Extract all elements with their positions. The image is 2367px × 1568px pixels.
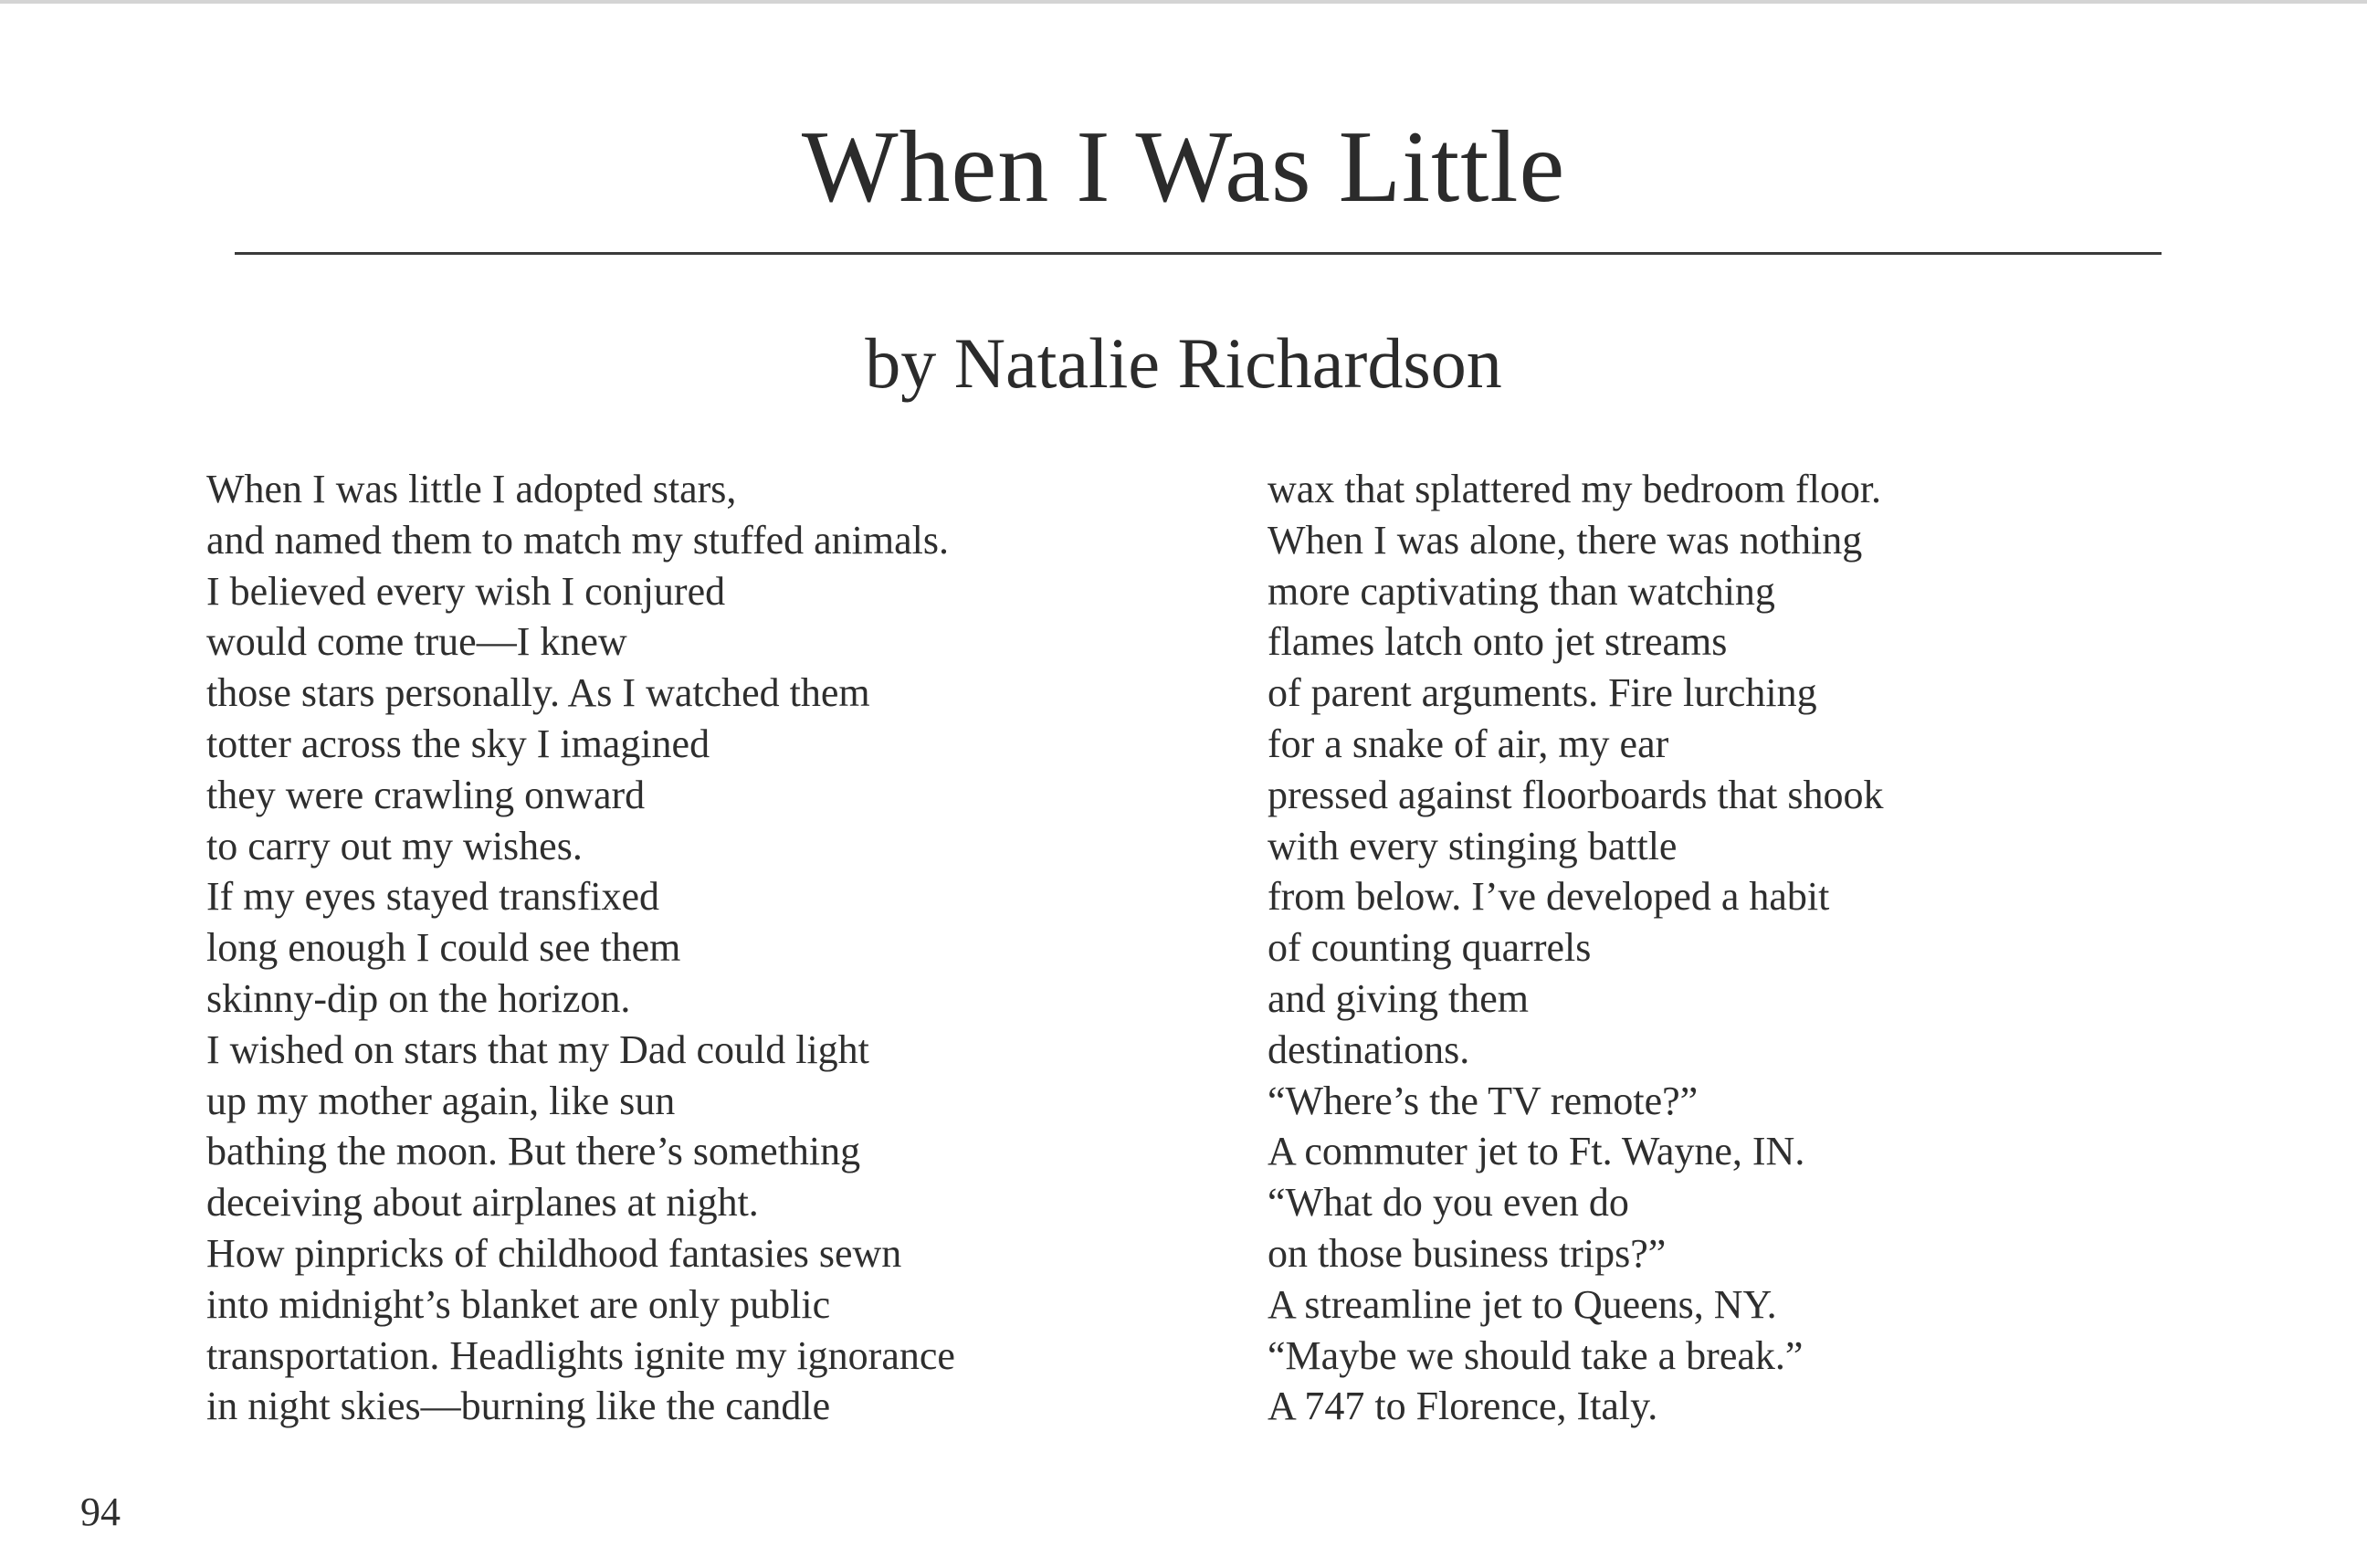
poem-line: How pinpricks of childhood fantasies sewn [206,1230,902,1276]
poem-line: If my eyes stayed transfixed [206,874,660,920]
poem-line: “Maybe we should take a break.” [1268,1332,1804,1378]
poem-line: on those business trips?” [1268,1230,1667,1276]
poem-line: wax that splattered my bedroom floor. [1268,467,1882,511]
page-number: 94 [80,1489,121,1534]
poem-line: of parent arguments. Fire lurching [1268,670,1817,716]
poem-line: with every stinging battle [1268,823,1678,868]
poem-line: pressed against floorboards that shook [1268,772,1884,817]
poem-line: into midnight’s blanket are only public [206,1281,831,1327]
poem-line: in night skies—burning like the candle [206,1384,831,1429]
poem-line: from below. I’ve developed a habit [1268,874,1830,920]
poem-byline: by Natalie Richardson [865,323,1502,403]
poem-line: to carry out my wishes. [206,823,583,868]
poem-line: deceiving about airplanes at night. [206,1180,759,1226]
poem-line: they were crawling onward [206,772,646,817]
poem-line: A streamline jet to Queens, NY. [1268,1281,1777,1327]
poem-line: skinny-dip on the horizon. [206,975,631,1021]
poem-line: bathing the moon. But there’s something [206,1129,861,1174]
poem-left-column [206,464,955,1432]
poem-line: transportation. Headlights ignite my ignorance [206,1332,955,1378]
poem-line: When I was little I adopted stars, [206,467,737,511]
poem-line: and named them to match my stuffed animals. [206,517,949,563]
page-top-edge [0,0,2367,4]
poem-line: I believed every wish I conjured [206,568,726,614]
poem-line: flames latch onto jet streams [1268,619,1728,665]
poem-line: those stars personally. As I watched them [206,670,870,716]
poem-line: totter across the sky I imagined [206,721,710,766]
poem-line: for a snake of air, my ear [1268,721,1669,766]
poem-line: destinations. [1268,1026,1470,1072]
poem-line: and giving them [1268,975,1529,1021]
poem-line: When I was alone, there was nothing [1268,517,1863,563]
poem-line: “Where’s the TV remote?” [1268,1078,1699,1123]
poem-line: A commuter jet to Ft. Wayne, IN. [1268,1129,1805,1174]
title-divider [235,252,2162,255]
poem-title: When I Was Little [801,110,1566,224]
poem-line: more captivating than watching [1268,568,1775,614]
poem-line: I wished on stars that my Dad could light [206,1026,869,1072]
poem-line: would come true—I knew [206,619,627,665]
poem-line: of counting quarrels [1268,925,1592,971]
poem-line: A 747 to Florence, Italy. [1268,1384,1658,1429]
poem-line: “What do you even do [1268,1180,1629,1226]
poem-line: up my mother again, like sun [206,1078,676,1123]
poem-right-column [1268,464,1884,1432]
poem-line: long enough I could see them [206,925,681,971]
